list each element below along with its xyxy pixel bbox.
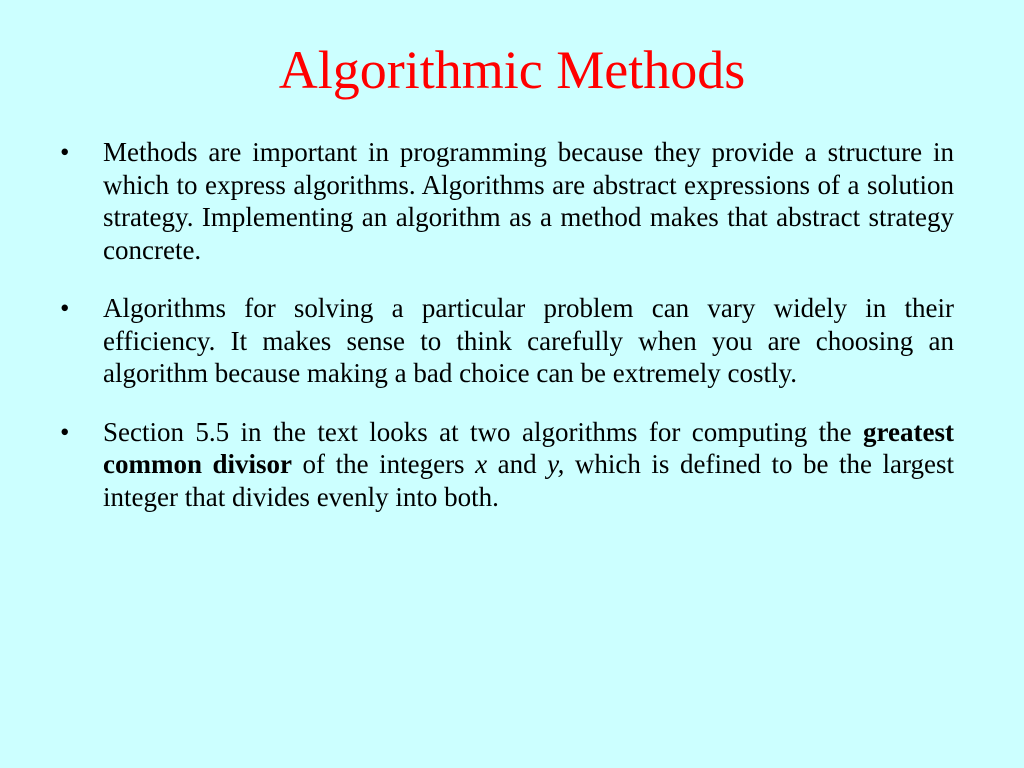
bullet-text-3-and: and bbox=[487, 449, 548, 479]
bullet-item-3 bbox=[60, 416, 954, 514]
bullet-text-3-end: which is defined to be the largest integer that divides evenly into both. bbox=[103, 449, 955, 512]
bullet-item-2 bbox=[60, 292, 954, 390]
bullet-text-3-start: Section 5.5 in the text looks at two algorithms for computing the bbox=[103, 416, 864, 447]
bullet-dot-icon: • bbox=[60, 293, 70, 323]
bold-term-gcd: greatest common divisor bbox=[103, 416, 954, 479]
bullet-dot-icon: • bbox=[60, 416, 70, 447]
bullet-item-1 bbox=[60, 136, 954, 266]
slide-title: Algorithmic Methods bbox=[278, 40, 746, 100]
bullet-text-3-mid: of the integers bbox=[292, 449, 476, 479]
variable-x: x bbox=[475, 449, 488, 479]
bullet-list bbox=[60, 136, 954, 539]
bullet-text-1: Methods are important in programming because they provide a structure in which to express algorithms. Algorithms are abstract expressions of a solution strategy. Implementing an algorithm as a method makes that abstract strategy concrete. bbox=[103, 137, 954, 265]
bullet-dot-icon: • bbox=[60, 137, 70, 167]
bullet-text-2: Algorithms for solving a particular problem can vary widely in their efficiency. It makes sense to think carefully when you are choosing an algorithm because making a bad choice can be extremely costly. bbox=[103, 293, 954, 388]
variable-y: y, bbox=[547, 449, 565, 479]
